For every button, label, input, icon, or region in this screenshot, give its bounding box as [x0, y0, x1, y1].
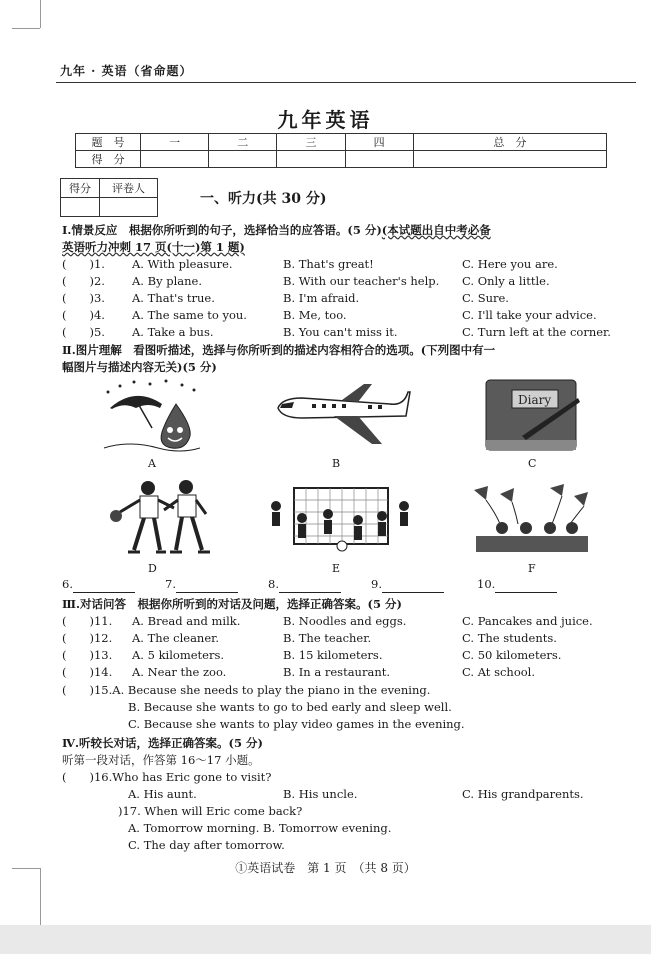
option-a[interactable]: A. The cleaner.	[132, 631, 220, 645]
option-c[interactable]: C. Only a little.	[462, 274, 550, 288]
answer-blank[interactable]	[73, 580, 135, 593]
picture-b-airplane	[272, 378, 412, 448]
score-cell[interactable]	[209, 151, 277, 168]
picture-label: C	[528, 457, 537, 470]
option-c[interactable]: C. 50 kilometers.	[462, 648, 562, 662]
picture-label: F	[528, 562, 536, 575]
picture-a-raindrop-umbrella	[100, 378, 205, 456]
question-number: ( )15.	[62, 683, 113, 697]
page-header: 九年 · 英语（省命题）	[60, 64, 193, 78]
option-a[interactable]: A. The same to you.	[132, 308, 247, 322]
option-a[interactable]: A. Bread and milk.	[132, 614, 241, 628]
blank-number: 10.	[477, 577, 496, 591]
answer-blank-row	[371, 576, 444, 593]
blank-number: 9.	[371, 577, 382, 591]
option-a[interactable]: A. Because she needs to play the piano in the evening.	[112, 683, 431, 697]
option-a[interactable]: A. His aunt.	[128, 787, 197, 801]
crop-mark	[40, 868, 41, 925]
option-b[interactable]: B. 15 kilometers.	[283, 648, 383, 662]
answer-blank[interactable]	[279, 580, 341, 593]
option-a[interactable]: A. By plane.	[132, 274, 202, 288]
option-c[interactable]: C. At school.	[462, 665, 536, 679]
answer-blank-row	[165, 576, 238, 593]
picture-label: B	[332, 457, 341, 470]
part1-source-note-cont: 英语听力冲刺 17 页(十一)第 1 题)	[62, 240, 245, 254]
score-table	[75, 133, 607, 168]
diary-cover-text: Diary	[518, 393, 552, 407]
score-cell[interactable]	[141, 151, 209, 168]
option-c[interactable]: C. Pancakes and juice.	[462, 614, 593, 628]
option-b[interactable]: B. In a restaurant.	[283, 665, 391, 679]
blank-number: 7.	[165, 577, 176, 591]
option-c[interactable]: C. Here you are.	[462, 257, 558, 271]
question-number: ( )5.	[62, 325, 105, 339]
answer-blank-row	[477, 576, 557, 593]
score-table-header: 四	[345, 134, 413, 151]
option-b[interactable]: B. Me, too.	[283, 308, 347, 322]
question-text: Who has Eric gone to visit?	[112, 770, 272, 784]
answer-blank-row	[62, 576, 135, 593]
score-table-header: 三	[277, 134, 345, 151]
question-number: ( )13.	[62, 648, 113, 662]
option-a[interactable]: A. Take a bus.	[132, 325, 214, 339]
option-c[interactable]: C. I'll take your advice.	[462, 308, 597, 322]
option-b[interactable]: B. Noodles and eggs.	[283, 614, 407, 628]
answer-blank[interactable]	[382, 580, 444, 593]
question-16	[62, 769, 271, 786]
score-cell[interactable]	[345, 151, 413, 168]
answer-blank[interactable]	[176, 580, 238, 593]
question-number: ( )12.	[62, 631, 113, 645]
blank-number: 6.	[62, 577, 73, 591]
question-number: ( )16.	[62, 770, 113, 784]
crop-mark	[40, 0, 41, 28]
part2-heading: Ⅱ.图片理解 看图听描述，选择与你所听到的描述内容相符合的选项。(下列图中有一	[62, 343, 496, 357]
option-c[interactable]: C. The students.	[462, 631, 557, 645]
grader-score-cell[interactable]	[61, 198, 100, 217]
option-a[interactable]: A. 5 kilometers.	[132, 648, 225, 662]
options-ab[interactable]: A. Tomorrow morning. B. Tomorrow evening.	[128, 821, 392, 835]
option-a[interactable]: A. That's true.	[132, 291, 215, 305]
question-17: )17. When will Eric come back?	[118, 804, 303, 818]
section-title: 一、听力(共 30 分)	[200, 191, 327, 207]
page-footer: ①英语试卷 第 1 页 （共 8 页）	[235, 861, 416, 875]
page-title: 九年英语	[277, 108, 374, 132]
score-cell[interactable]	[277, 151, 345, 168]
question-number: ( )4.	[62, 308, 105, 322]
grader-table	[60, 178, 158, 217]
score-table-header: 一	[141, 134, 209, 151]
answer-blank-row	[268, 576, 341, 593]
part2-heading-cont: 幅图片与描述内容无关)(5 分)	[62, 360, 217, 374]
picture-e-soccer-goal	[266, 484, 414, 558]
part4-heading: Ⅳ.听较长对话，选择正确答案。(5 分)	[62, 736, 263, 750]
question-number: ( )14.	[62, 665, 113, 679]
blank-number: 8.	[268, 577, 279, 591]
score-table-header: 二	[209, 134, 277, 151]
header-divider	[56, 82, 636, 83]
option-c[interactable]: C. The day after tomorrow.	[128, 838, 285, 852]
option-b[interactable]: B. His uncle.	[283, 787, 358, 801]
score-row-label: 得 分	[76, 151, 141, 168]
option-c[interactable]: C. Sure.	[462, 291, 509, 305]
question-number: ( )2.	[62, 274, 105, 288]
picture-c-diary-book	[482, 376, 582, 454]
option-c[interactable]: C. Turn left at the corner.	[462, 325, 611, 339]
picture-label: D	[148, 562, 157, 575]
option-b[interactable]: B. I'm afraid.	[283, 291, 360, 305]
question-number: ( )1.	[62, 257, 105, 271]
picture-label: A	[148, 457, 156, 470]
crop-mark	[12, 28, 40, 29]
part1-heading-text: Ⅰ.情景反应 根据你所听到的句子，选择恰当的应答语。(5 分)	[62, 223, 382, 237]
picture-f-kites	[466, 484, 596, 556]
option-a[interactable]: A. Near the zoo.	[132, 665, 227, 679]
grader-score-label: 得分	[61, 179, 100, 198]
part1-source-note: (本试题出自中考必备	[381, 223, 491, 237]
question-number: ( )3.	[62, 291, 105, 305]
part3-heading: Ⅲ.对话问答 根据你所听到的对话及问题，选择正确答案。(5 分)	[62, 597, 402, 611]
option-b[interactable]: B. The teacher.	[283, 631, 372, 645]
part4-subheading: 听第一段对话，作答第 16～17 小题。	[62, 753, 260, 767]
option-c[interactable]: C. His grandparents.	[462, 787, 584, 801]
grader-name-cell[interactable]	[100, 198, 158, 217]
option-a[interactable]: A. With pleasure.	[132, 257, 233, 271]
option-b[interactable]: B. That's great!	[283, 257, 374, 271]
part1-heading	[62, 222, 491, 238]
score-table-header: 总 分	[413, 134, 606, 151]
score-cell[interactable]	[413, 151, 606, 168]
question-number: ( )11.	[62, 614, 113, 628]
answer-blank[interactable]	[495, 580, 557, 593]
option-b[interactable]: B. You can't miss it.	[283, 325, 398, 339]
grader-name-label: 评卷人	[100, 179, 158, 198]
question-15	[62, 682, 430, 699]
option-b[interactable]: B. Because she wants to go to bed early and sleep well.	[128, 700, 452, 714]
picture-d-basketball-players	[98, 478, 223, 558]
option-b[interactable]: B. With our teacher's help.	[283, 274, 440, 288]
score-table-header: 题 号	[76, 134, 141, 151]
option-c[interactable]: C. Because she wants to play video games in the evening.	[128, 717, 465, 731]
picture-label: E	[332, 562, 341, 575]
